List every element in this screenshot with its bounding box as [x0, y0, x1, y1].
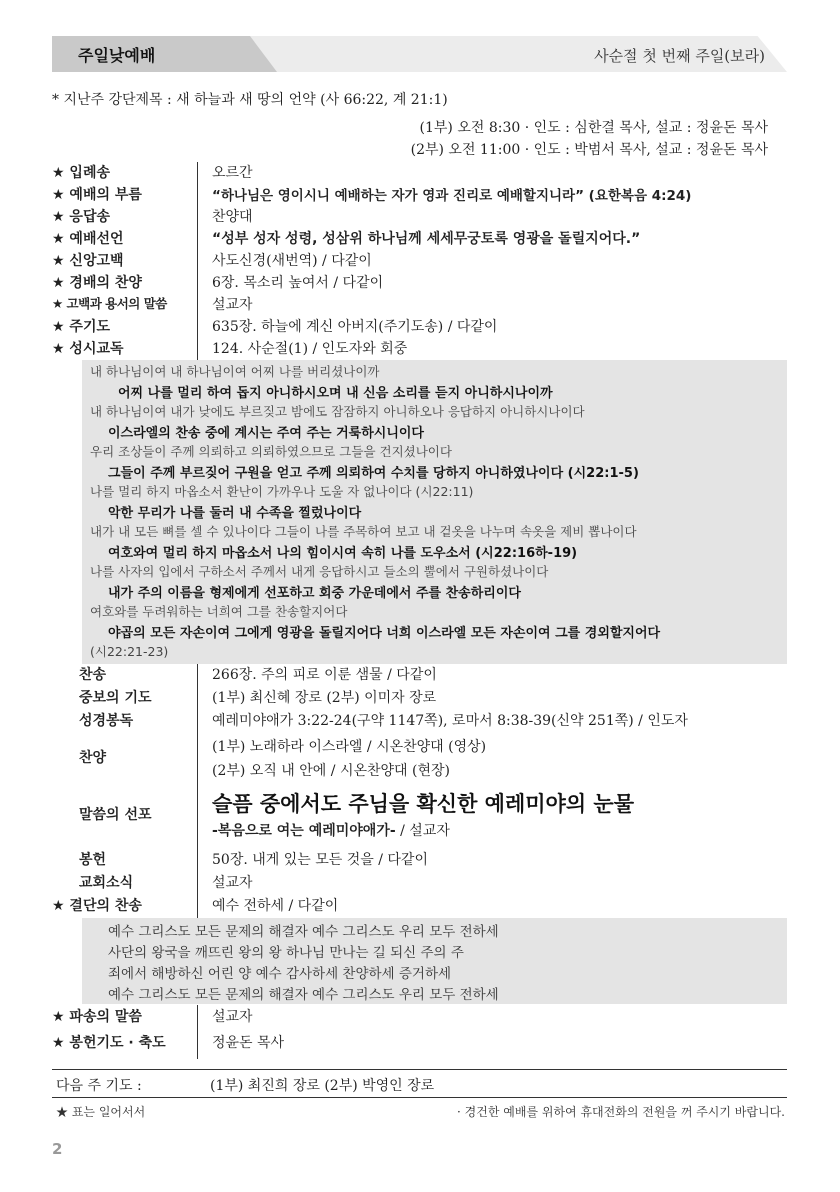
reading-line-leader: 우리 조상들이 주께 의뢰하고 의뢰하였으므로 그들을 건지셨나이다	[90, 444, 452, 459]
order-label: ★ 고백과 용서의 말씀	[52, 296, 167, 311]
order-item	[52, 1006, 787, 1028]
order-label: ★ 입례송	[52, 165, 110, 181]
order-item	[52, 710, 787, 732]
order-value: 설교자	[212, 875, 253, 891]
order-value: 찬양대	[212, 209, 253, 225]
divider-top	[52, 1069, 787, 1070]
hymn-line: 사단의 왕국을 깨뜨린 왕의 왕 하나님 만나는 길 되신 주의 주	[108, 945, 464, 961]
order-item	[52, 162, 787, 184]
hymn-line: 죄에서 해방하신 어린 양 예수 감사하세 찬양하세 증거하세	[108, 966, 452, 982]
reading-line-congregation: 악한 무리가 나를 둘러 내 수족을 찔렀나이다	[108, 506, 362, 521]
order-label: ★ 응답송	[52, 209, 110, 225]
order-label: ★ 결단의 찬송	[52, 898, 142, 914]
order-value: 6장. 목소리 높여서 / 다같이	[212, 275, 384, 291]
anthem-line: (2부) 오직 내 안에 / 시온찬양대 (현장)	[212, 763, 450, 779]
order-label: ★ 주기도	[52, 319, 110, 335]
sermon-title: 슬픔 중에서도 주님을 확신한 예레미야의 눈물	[212, 792, 634, 816]
reading-line-congregation: 이스라엘의 찬송 중에 계시는 주여 주는 거룩하시니이다	[108, 426, 424, 441]
order-value: “성부 성자 성령, 성삼위 하나님께 세세무궁토록 영광을 돌릴지어다.”	[212, 231, 641, 247]
order-value: (1부) 최신혜 장로 (2부) 이미자 장로	[212, 690, 437, 706]
next-prayer-value: (1부) 최진희 장로 (2부) 박영인 장로	[210, 1078, 435, 1094]
last-week-note: * 지난주 강단제목 : 새 하늘과 새 땅의 언약 (사 66:22, 계 21:1)	[52, 92, 448, 108]
responsive-reading	[82, 360, 787, 664]
liturgical-season: 사순절 첫 번째 주일(보라)	[594, 47, 765, 65]
order-item	[52, 184, 787, 206]
order-item	[52, 1032, 787, 1054]
order-label: ★ 경배의 찬양	[52, 275, 142, 291]
phone-notice: · 경건한 예배를 위하여 휴대전화의 전원을 꺼 주시기 바랍니다.	[457, 1105, 785, 1119]
anthem-line: (1부) 노래하라 이스라엘 / 시온찬양대 (영상)	[212, 739, 487, 755]
sermon-subtitle-line	[212, 820, 450, 840]
order-value: 오르간	[212, 165, 253, 181]
order-label: 찬송	[79, 667, 107, 683]
order-item	[52, 664, 787, 686]
order-value: 사도신경(새번역) / 다같이	[212, 253, 372, 269]
order-item	[52, 895, 787, 917]
reading-line-leader: 나를 사자의 입에서 구하소서 주께서 내게 응답하시고 들소의 뿔에서 구원하셨나이다	[90, 564, 549, 579]
order-label: ★ 파송의 말씀	[52, 1009, 142, 1025]
order-value: 예수 전하세 / 다같이	[212, 898, 339, 914]
service-time-1: (1부) 오전 8:30 · 인도 : 심한결 목사, 설교 : 정윤돈 목사	[419, 120, 768, 136]
order-value: 50장. 내게 있는 모든 것을 / 다같이	[212, 852, 428, 868]
standing-note: ★ 표는 일어서서	[56, 1105, 146, 1119]
order-value: 124. 사순절(1) / 인도자와 회중	[212, 341, 408, 357]
sermon-speaker: / 설교자	[395, 823, 450, 839]
order-label: 교회소식	[79, 875, 134, 891]
reading-line-congregation: 여호와여 멀리 하지 마옵소서 나의 힘이시여 속히 나를 도우소서 (시22:16하-19)	[108, 546, 578, 561]
reading-reference: (시22:21-23)	[90, 644, 169, 659]
order-label: ★ 예배의 부름	[52, 187, 142, 203]
hymn-lyrics	[82, 918, 787, 1004]
order-label: 봉헌	[79, 852, 107, 868]
reading-line-congregation: 내가 주의 이름을 형제에게 선포하고 회중 가운데에서 주를 찬송하리이다	[108, 586, 521, 601]
order-value: 설교자	[212, 297, 253, 313]
order-item	[52, 687, 787, 709]
reading-line-congregation: 그들이 주께 부르짖어 구원을 얻고 주께 의뢰하여 수치를 당하지 아니하였나이다 (시22:1-5)	[108, 466, 639, 481]
order-label: 찬양	[79, 750, 107, 766]
order-item	[52, 338, 787, 360]
hymn-line: 예수 그리스도 모든 문제의 해결자 예수 그리스도 우리 모두 전하세	[108, 924, 499, 940]
service-time-2: (2부) 오전 11:00 · 인도 : 박범서 목사, 설교 : 정윤돈 목사	[410, 142, 768, 158]
reading-line-leader: 나를 멀리 하지 마옵소서 환난이 가까우나 도울 자 없나이다 (시22:11)	[90, 484, 474, 499]
order-value: “하나님은 영이시니 예배하는 자가 영과 진리로 예배할지니라” (요한복음 4:24)	[212, 188, 692, 204]
order-label: ★ 봉헌기도 · 축도	[52, 1035, 166, 1051]
order-label: 말씀의 선포	[79, 807, 152, 823]
order-label: 성경봉독	[79, 713, 134, 729]
reading-line-leader: 내 하나님이여 내가 낮에도 부르짖고 밤에도 잠잠하지 아니하오나 응답하지 아니하시나이다	[90, 404, 585, 419]
reading-line-leader: 내가 내 모든 뼈를 셀 수 있나이다 그들이 나를 주목하여 보고 내 겉옷을 나누며 속옷을 제비 뽑나이다	[90, 524, 637, 539]
page-number: 2	[52, 1140, 63, 1158]
order-label: ★ 성시교독	[52, 341, 124, 357]
next-prayer-label: 다음 주 기도 :	[56, 1078, 142, 1094]
reading-line-leader: 내 하나님이여 내 하나님이여 어찌 나를 버리셨나이까	[90, 364, 380, 379]
order-item	[52, 206, 787, 228]
order-value: 정윤돈 목사	[212, 1035, 285, 1051]
section-header	[52, 36, 787, 72]
order-item	[52, 872, 787, 894]
order-item	[52, 316, 787, 338]
section-title: 주일낮예배	[78, 46, 156, 65]
order-label: ★ 신앙고백	[52, 253, 124, 269]
order-value: 설교자	[212, 1009, 253, 1025]
sermon-subtitle: -복음으로 여는 예레미야애가-	[212, 823, 396, 839]
order-value: 266장. 주의 피로 이룬 샘물 / 다같이	[212, 667, 437, 683]
order-item	[52, 849, 787, 871]
order-item	[52, 250, 787, 272]
order-item	[52, 228, 787, 250]
order-value: 예레미야애가 3:22-24(구약 1147쪽), 로마서 8:38-39(신약 251쪽) / 인도자	[212, 713, 688, 729]
order-item	[52, 272, 787, 294]
order-value: 635장. 하늘에 계신 아버지(주기도송) / 다같이	[212, 319, 498, 335]
divider-bottom	[52, 1097, 787, 1098]
reading-line-congregation: 어찌 나를 멀리 하여 돕지 아니하시오며 내 신음 소리를 듣지 아니하시나이까	[118, 386, 553, 401]
order-item	[52, 294, 787, 316]
order-label: 중보의 기도	[79, 690, 152, 706]
hymn-line: 예수 그리스도 모든 문제의 해결자 예수 그리스도 우리 모두 전하세	[108, 987, 499, 1003]
reading-line-congregation: 야곱의 모든 자손이여 그에게 영광을 돌릴지어다 너희 이스라엘 모든 자손이여 그를 경외할지어다	[108, 626, 661, 641]
order-label: ★ 예배선언	[52, 231, 124, 247]
reading-line-leader: 여호와를 두려워하는 너희여 그를 찬송할지어다	[90, 604, 348, 619]
